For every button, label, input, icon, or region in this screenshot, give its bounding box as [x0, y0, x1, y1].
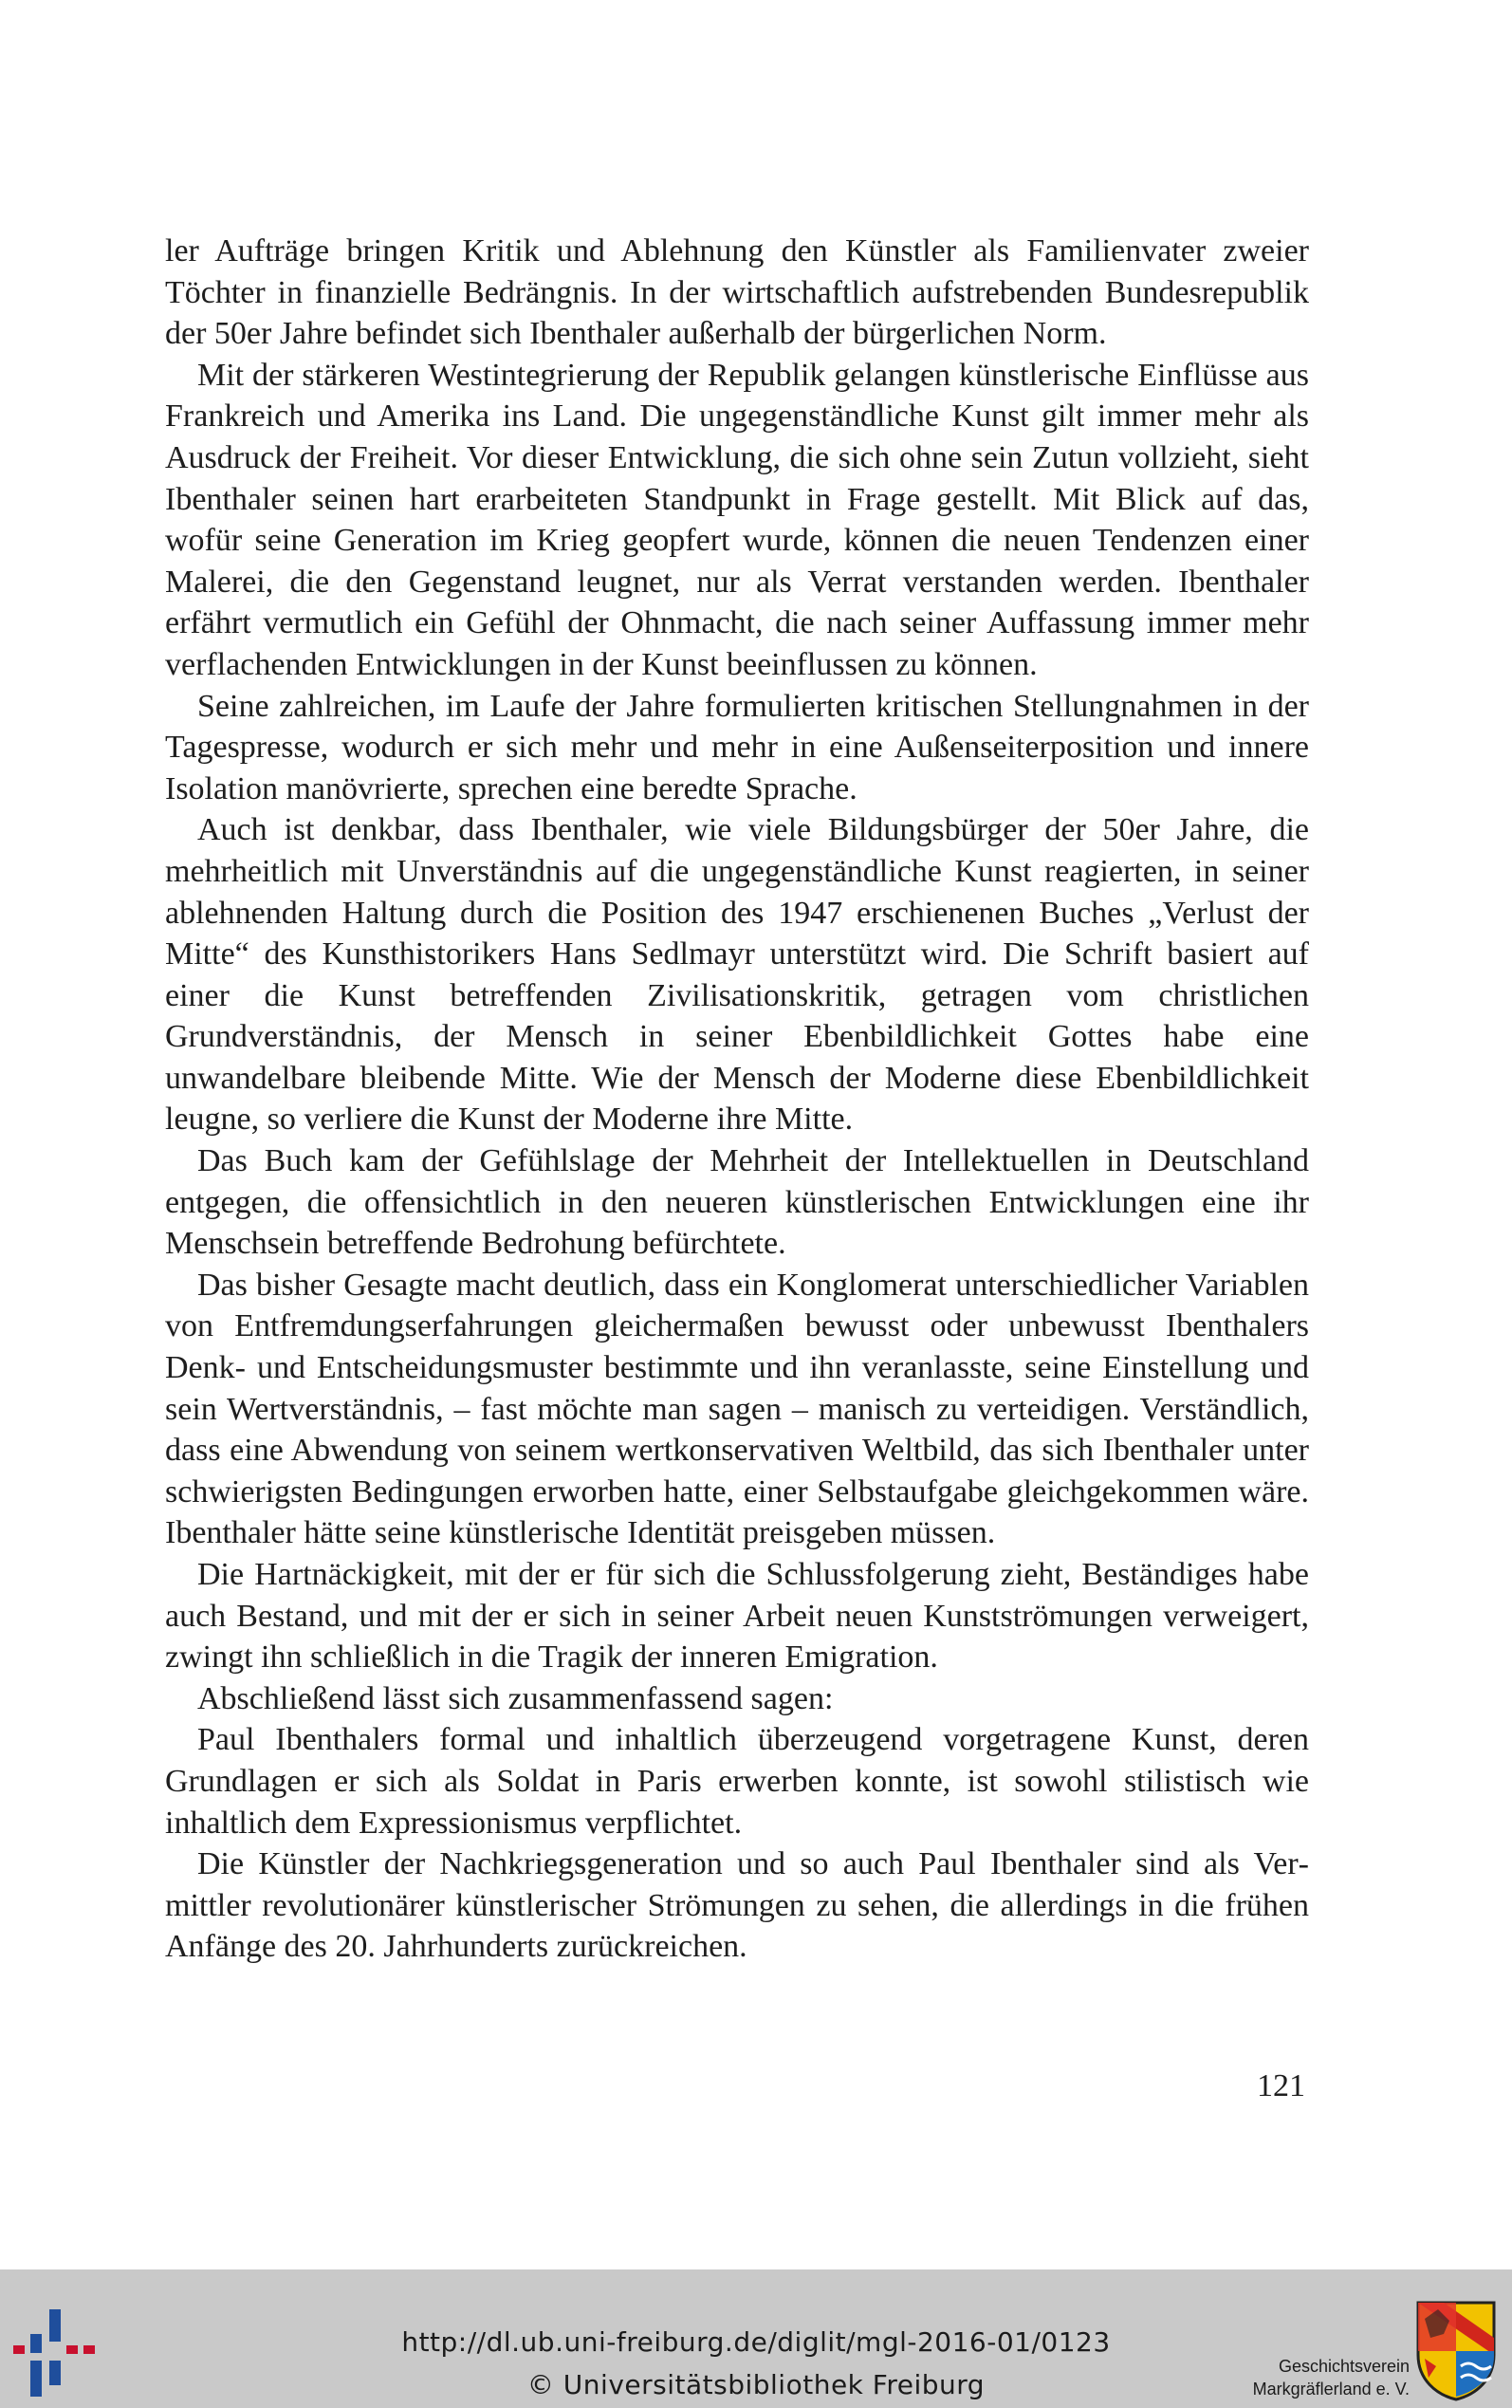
- publisher-line-1: Geschichtsverein: [1278, 2357, 1410, 2376]
- footer-url[interactable]: http://dl.ub.uni-freiburg.de/diglit/mgl-2016-01/0123: [401, 2326, 1111, 2358]
- paragraph: Abschließend lässt sich zusammenfassend sagen:: [197, 1680, 834, 1716]
- footer-copyright: © Universitätsbibliothek Freiburg: [526, 2369, 986, 2400]
- paragraph: Die Hartnäckigkeit, mit der er für sich die Schlussfolgerung zieht, Beständiges habe auch Bestand, und mit der er sich in seiner Arbeit neuen Kunstströmungen verweigert, zwingt ihn schließlich in die Tragik der inneren Emigration.: [165, 1557, 1309, 1676]
- body-text: [165, 231, 1309, 1968]
- paragraph: Auch ist denkbar, dass Ibenthaler, wie viele Bildungsbürger der 50er Jahre, die mehrheitlich mit Unverständnis auf die ungegenständliche Kunst reagierten, in seiner ablehnenden Haltung durch die Position des 1947 erschienenen Buches „Verlust der Mitte“ des Kunsthistorikers Hans Sedlmayr unterstützt wird. Die Schrift basiert auf einer die Kunst betreffenden Zivilisationskritik, getragen vom christlichen Grundverständnis, der Mensch in seiner Ebenbildlichkeit Gottes habe eine unwandelbare bleibende Mitte. Wie der Mensch der Moderne diese Ebenbildlichkeit leugne, so verliere die Kunst der Moderne ihre Mitte.: [165, 812, 1309, 1138]
- paragraph: Paul Ibenthalers formal und inhaltlich überzeugend vorgetragene Kunst, deren Grundlagen er sich als Soldat in Paris erwerben konnte, ist sowohl stilistisch wie inhaltlich dem Expressionismus verpflichtet.: [165, 1722, 1309, 1841]
- coat-of-arms-icon: [1415, 2300, 1497, 2402]
- publisher-line-2: Markgräflerland e. V.: [1252, 2380, 1410, 2399]
- paragraph: Mit der stärkeren Westintegrierung der Republik gelangen künstlerische Einflüsse aus Frankreich und Amerika ins Land. Die ungegenständliche Kunst gilt immer mehr als Ausdruck der Freiheit. Vor dieser Entwicklung, die sich ohne sein Zutun vollzieht, sieht Ibenthaler seinen hart erarbeiteten Standpunkt in Frage gestellt. Mit Blick auf das, wofür seine Generation im Krieg geopfert wurde, können die neuen Tendenzen einer Malerei, die den Gegenstand leugnet, nur als Verrat verstanden werden. Ibenthaler erfährt vermutlich ein Gefühl der Ohnmacht, die nach seiner Auffassung immer mehr verflachenden Entwicklungen in der Kunst beeinflussen zu können.: [165, 357, 1309, 682]
- page-number: 121: [1257, 2068, 1305, 2103]
- publisher-name: [1253, 2355, 1410, 2400]
- paragraph: Das Buch kam der Gefühlslage der Mehrheit der Intellektuellen in Deutschland entgegen, die offensichtlich in den neueren künstlerischen Entwicklungen eine ihr Menschsein betreffende Bedrohung befürchtete.: [165, 1143, 1309, 1262]
- paragraph: Das bisher Gesagte macht deutlich, dass ein Konglomerat unterschiedlicher Variablen von Entfremdungserfahrungen gleichermaßen bewusst oder unbewusst Ibenthalers Denk- und Entscheidungsmuster bestimmte und ihn veranlasste, seine Einstellung und sein Wertverständnis, – fast möchte man sagen – manisch zu verteidigen. Verständlich, dass eine Abwendung von seinem wertkonservativen Weltbild, das sich Ibenthaler unter schwierigsten Bedingungen erworben hatte, einer Selbstaufgabe gleichgekommen wäre. Ibenthaler hätte seine künstlerische Identität preisgeben müssen.: [165, 1267, 1309, 1551]
- paragraph: ler Aufträge bringen Kritik und Ablehnung den Künstler als Familienvater zweier Töchter in finanzielle Bedrängnis. In der wirtschaftlich aufstrebenden Bundesrepublik der 50er Jahre befindet sich Ibenthaler außerhalb der bürgerlichen Norm.: [165, 233, 1309, 352]
- paragraph: Die Künstler der Nachkriegsgeneration und so auch Paul Ibenthaler sind als Vermittler revolutionärer künstlerischer Strömungen zu sehen, die allerdings in die frühen Anfänge des 20. Jahrhunderts zurückreichen.: [165, 1846, 1309, 1965]
- paragraph: Seine zahlreichen, im Laufe der Jahre formulierten kritischen Stellungnahmen in der Tagespresse, wodurch er sich mehr und mehr in eine Außenseiterposition und innere Isolation manövrierte, sprechen eine beredte Sprache.: [165, 688, 1309, 806]
